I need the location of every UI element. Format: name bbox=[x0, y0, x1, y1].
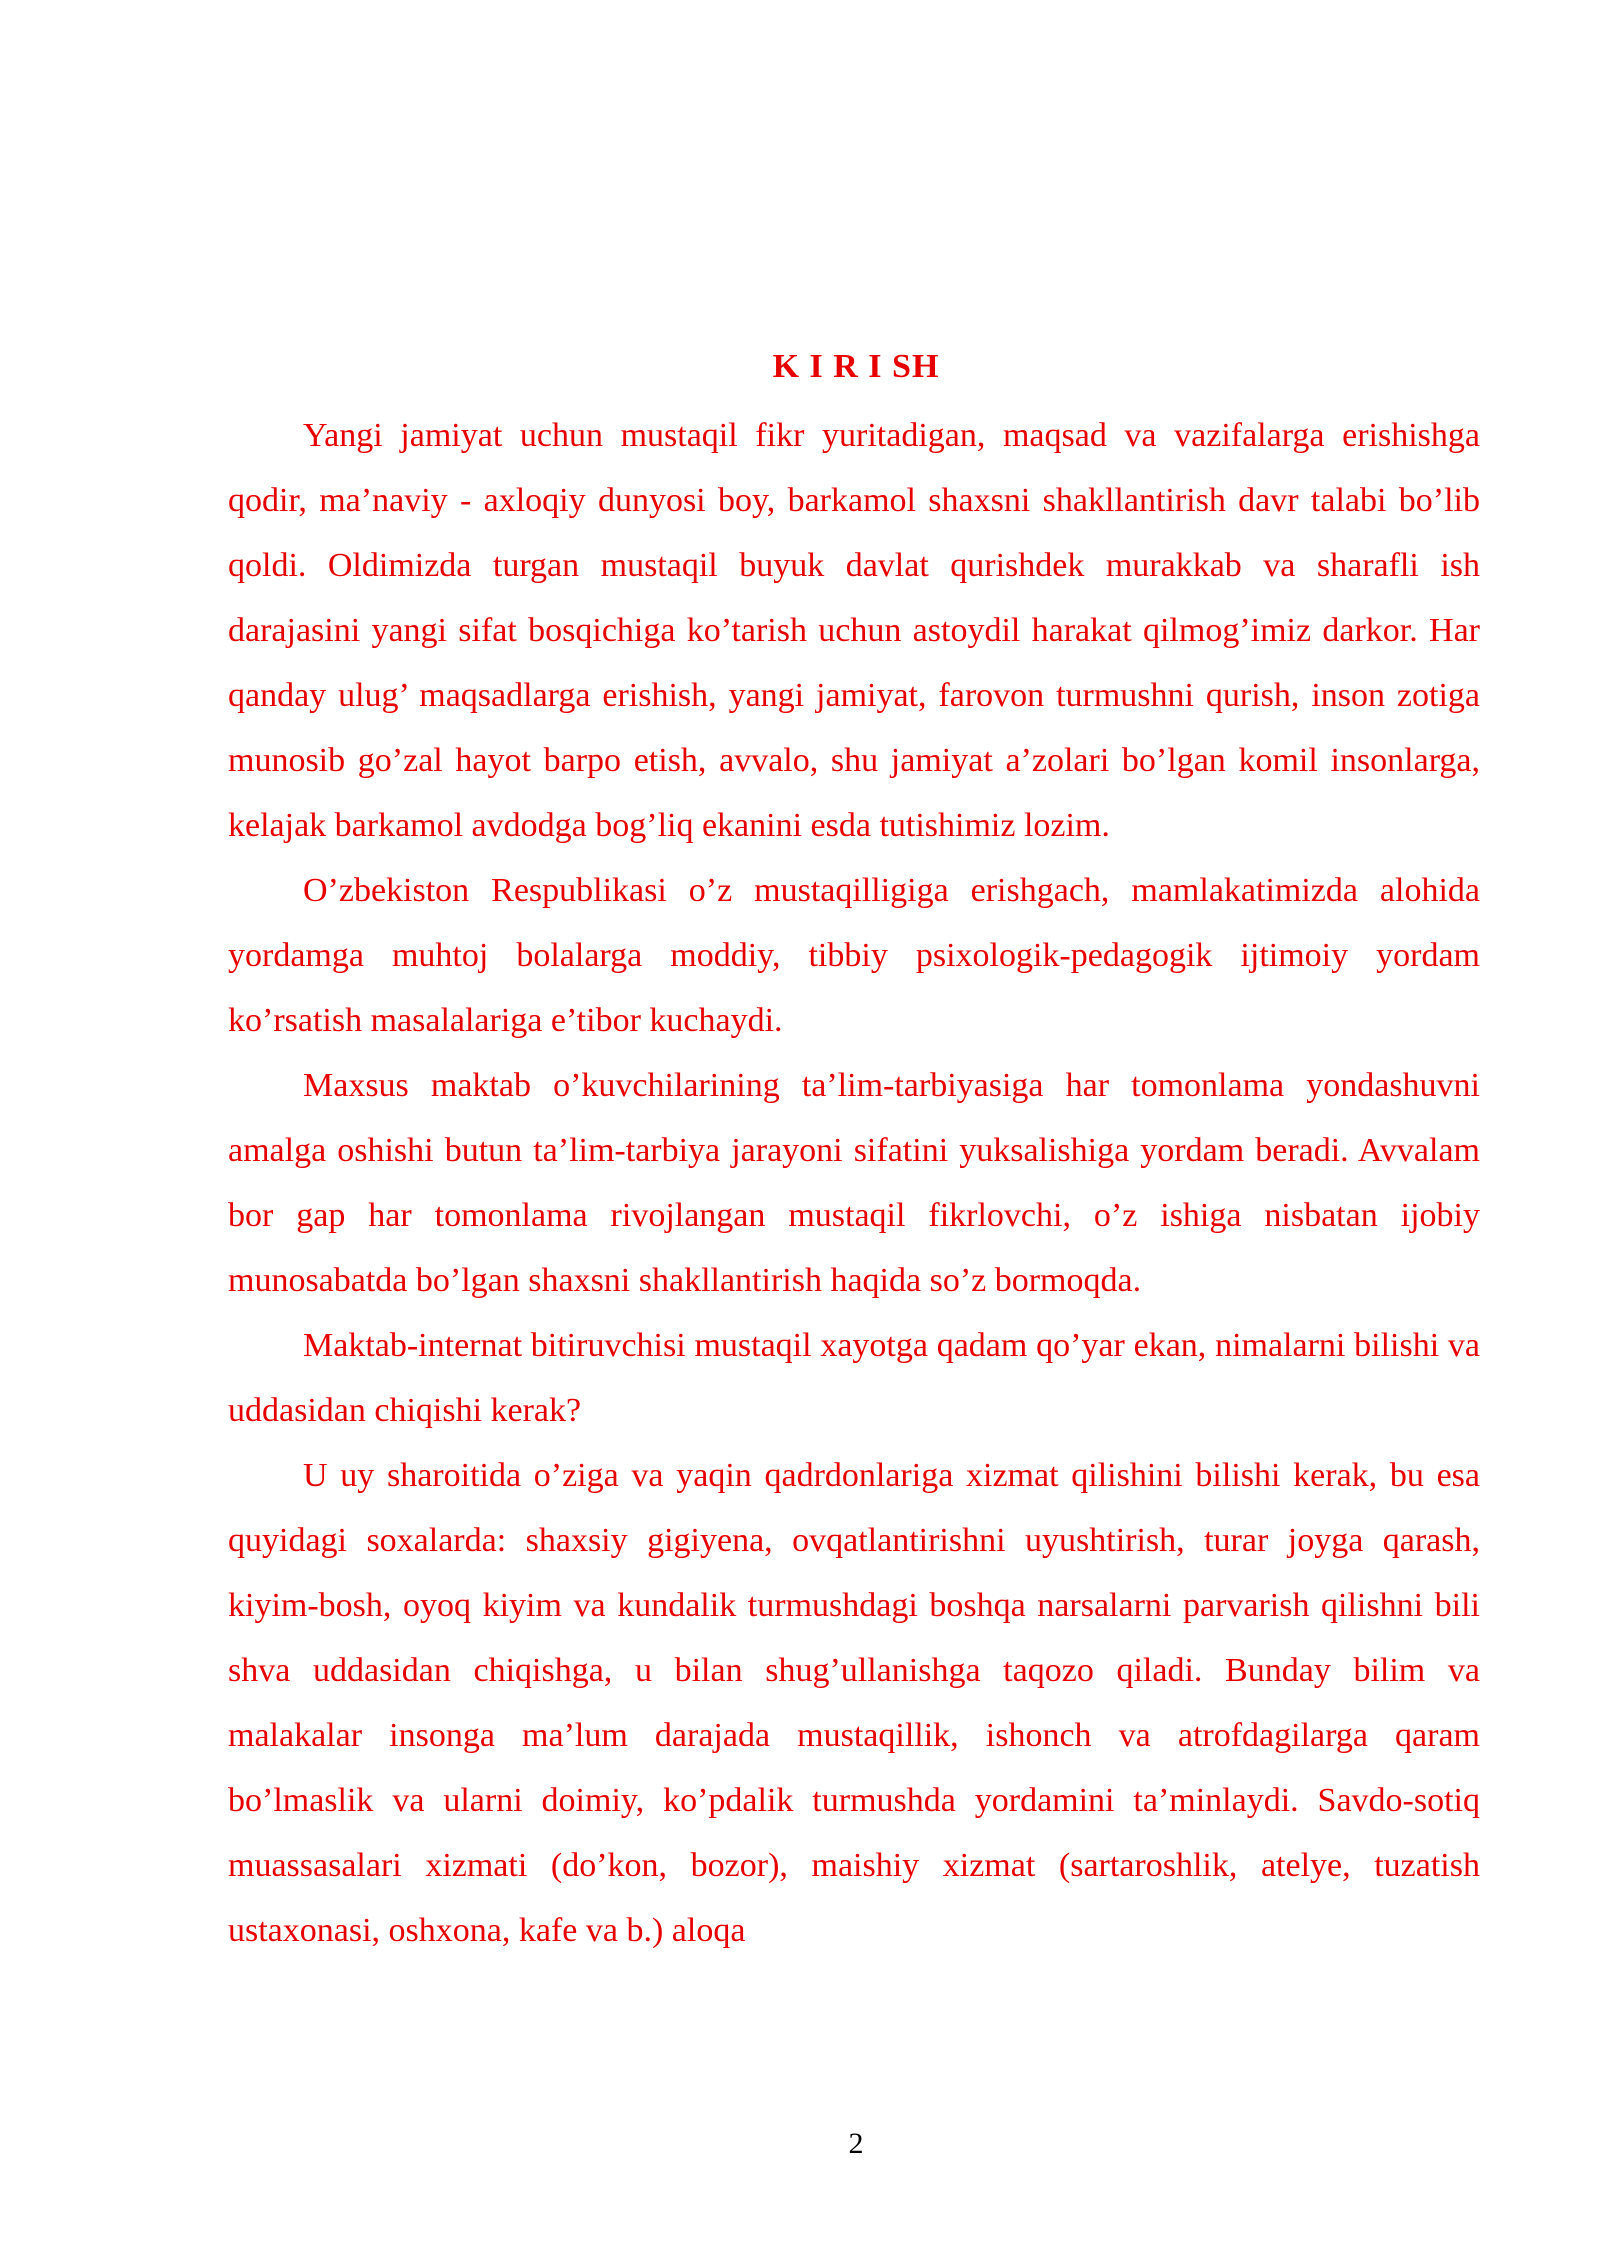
section-title: K I R I SH bbox=[772, 348, 940, 385]
paragraph-2: O’zbekiston Respublikasi o’z mustaqilligiga erishgach, mamlakatimizda alohida yordamga muhtoj bolalarga moddiy, tibbiy psixologik-pedagogik ijtimoiy yordam ko’rsatish masalalariga e’tibor kuchaydi. bbox=[228, 872, 1480, 1039]
paragraph-3: Maxsus maktab o’kuvchilarining ta’lim-tarbiyasiga har tomonlama yondashuvni amalga oshishi butun ta’lim-tarbiya jarayoni sifatini yuksalishiga yordam beradi. Avvalam bor gap har tomonlama rivojlangan mustaqil fikrlovchi, o’z ishiga nisbatan ijobiy munosabatda bo’lgan shaxsni shakllantirish haqida so’z bormoqda. bbox=[228, 1067, 1480, 1299]
paragraph-4: Maktab-internat bitiruvchisi mustaqil xayotga qadam qo’yar ekan, nimalarni bilishi va uddasidan chiqishi kerak? bbox=[228, 1327, 1480, 1429]
paragraph-5: U uy sharoitida o’ziga va yaqin qadrdonlariga xizmat qilishini bilishi kerak, bu esa quyidagi soxalarda: shaxsiy gigiyena, ovqatlantirishni uyushtirish, turar joyga qarash, kiyim-bosh, oyoq kiyim va kundalik turmushdagi boshqa narsalarni parvarish qilishni bili shva uddasidan chiqishga, u bilan shug’ullanishga taqozo qiladi. Bunday bilim va malakalar insonga ma’lum darajada mustaqillik, ishonch va atrofdagilarga qaram bo’lmaslik va ularni doimiy, ko’pdalik turmushda yordamini ta’minlaydi. Savdo-sotiq muassasalari xizmati (do’kon, bozor), maishiy xizmat (sartaroshlik, atelye, tuzatish ustaxonasi, oshxona, kafe va b.) aloqa bbox=[228, 1457, 1480, 1949]
page-number: 2 bbox=[848, 2127, 864, 2160]
paragraph-1: Yangi jamiyat uchun mustaqil fikr yuritadigan, maqsad va vazifalarga erishishga qodir, ma’naviy - axloqiy dunyosi boy, barkamol shaxsni shakllantirish davr talabi bo’lib qoldi. Oldimizda turgan mustaqil buyuk davlat qurishdek murakkab va sharafli ish darajasini yangi sifat bosqichiga ko’tarish uchun astoydil harakat qilmog’imiz darkor. Har qanday ulug’ maqsadlarga erishish, yangi jamiyat, farovon turmushni qurish, inson zotiga munosib go’zal hayot barpo etish, avvalo, shu jamiyat a’zolari bo’lgan komil insonlarga, kelajak barkamol avdodga bog’liq ekanini esda tutishimiz lozim. bbox=[228, 417, 1480, 844]
body-text bbox=[228, 403, 1480, 1963]
